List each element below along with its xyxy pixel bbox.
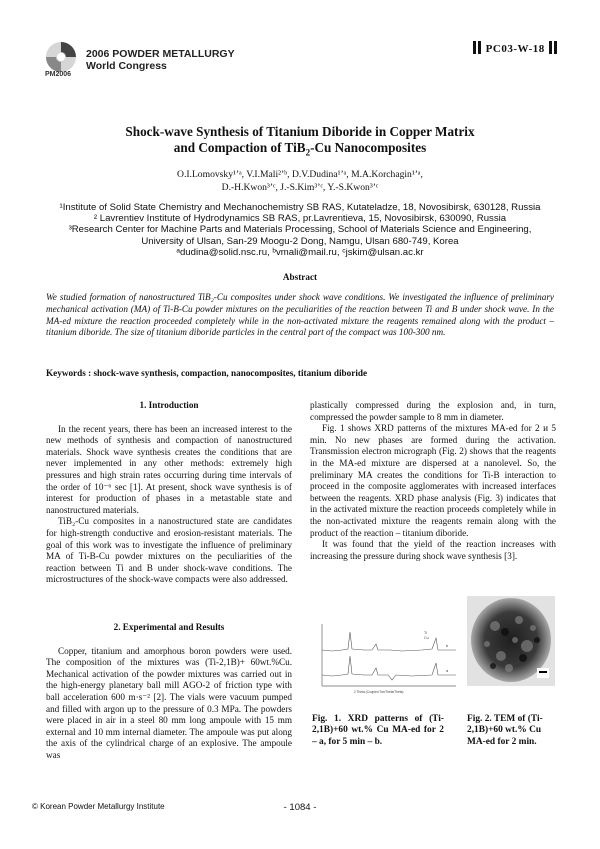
abstract-text: We studied formation of nanostructured TiB₂-Cu composites under shock wave conditions. We investigated the influence of preliminary mechanical activation (MA) of Ti-B-Cu powder mixtures on the peculiarities of the reaction between Ti and B under shock wave. In the MA-ed mixture the reaction proceeded completely while in the non-activated mixture the reagents remained along with the product – titanium diboride. The size of titanium diboride particles in the central part of the compact was 100-300 nm. bbox=[46, 292, 554, 338]
results-paragraph-2: It was found that the yield of the reaction increases with increasing the pressure during shock wave synthesis [3]. bbox=[310, 539, 556, 561]
xrd-curve-b bbox=[322, 632, 456, 651]
affiliation-2: ² Lavrentiev Institute of Hydrodynamics SB RAS, pr.Lavrentieva, 15, Novosibirsk, 630090, Russia bbox=[93, 213, 507, 225]
introduction-section bbox=[46, 400, 292, 586]
experimental-section bbox=[46, 622, 292, 762]
affiliation-3-cont: University of Ulsan, San-29 Moogu-2 Dong, Namgu, Ulsan 680-749, Korea bbox=[141, 235, 459, 247]
authors-line2: D.-H.Kwon³ʼᶜ, J.-S.Kim³ʼᶜ, Y.-S.Kwon³ʼᶜ bbox=[221, 181, 379, 193]
results-paragraph-0: plastically compressed during the explosion and, in turn, compressed the powder sample to 8 mm in diameter. bbox=[310, 400, 556, 422]
conference-name bbox=[86, 48, 235, 72]
affiliations bbox=[36, 202, 564, 258]
figure-1-caption: Fig. 1. XRD patterns of (Ti-2,1B)+60 wt.% Cu MA-ed for 2 – a, for 5 min – b. bbox=[312, 714, 444, 747]
conference-name-line2: World Congress bbox=[86, 60, 167, 72]
pm2006-logo bbox=[44, 40, 78, 74]
affiliation-3: ³Research Center for Machine Parts and Materials Processing, School of Materials Science and Engineering, bbox=[68, 224, 532, 236]
xrd-label-a: a bbox=[446, 668, 449, 673]
code-bar-left2 bbox=[478, 41, 481, 54]
keywords: Keywords : shock-wave synthesis, compaction, nanocomposites, titanium diboride bbox=[46, 368, 368, 378]
code-bar-left bbox=[473, 41, 476, 54]
conference-name-line1: 2006 POWDER METALLURGY bbox=[86, 48, 235, 60]
page-number: - 1084 - bbox=[283, 802, 317, 813]
right-column-text bbox=[310, 400, 556, 562]
intro-paragraph-2: TiB₂-Cu composites in a nanostructured state are candidates for high-strength conductive and erosion-resistant materials. The goal of this work was to investigate the influence of preliminary MA of Ti-B-Cu powder mixtures on the peculiarities of the reaction between Ti and B under shock-wave conditions. The microstructures of the shock-wave compacts were also addressed. bbox=[46, 516, 292, 585]
xrd-label-b: b bbox=[446, 643, 449, 648]
experimental-paragraph-1: Copper, titanium and amorphous boron powders were used. The composition of the mixtures was (Ti-2,1B)+ 60wt.%Cu. Mechanical activation of the powder mixtures was carried out in the high-energy planetary ball mill AGO-2 of friction type with ball acceleration 600 m·s⁻² [2]. The vials were vacuum pumped and filled with argon up to the pressure of 0.3 MPa. The powders were placed in air in a steel 80 mm long ampoule with 15 mm external and 10 mm internal diameter. The ampoule was put along the axis of the cylindrical charge of an explosive. The ampoule was bbox=[46, 645, 292, 760]
paper-code bbox=[472, 41, 558, 55]
title-line1: Shock-wave Synthesis of Titanium Diboride in Copper Matrix bbox=[125, 124, 475, 139]
code-bar-right2 bbox=[554, 41, 557, 54]
author-list bbox=[0, 169, 600, 194]
xrd-label-ti: Ti bbox=[424, 631, 427, 635]
affiliation-1: ¹Institute of Solid State Chemistry and Mechanochemistry SB RAS, Kutateladze, 18, Novosibirsk, 630128, Russia bbox=[59, 202, 541, 213]
xrd-x-axis-label: 2 Theta (Coupled TwoTheta/Theta) bbox=[354, 690, 404, 694]
xrd-pattern-figure bbox=[312, 620, 460, 696]
abstract-heading: Abstract bbox=[282, 272, 318, 282]
title-line2: and Compaction of TiB$_2$-Cu Nanocomposites bbox=[173, 140, 427, 158]
intro-paragraph-1: In the recent years, there has been an increased interest to the new methods of synthesis and compaction of nanostructured materials. Shock wave synthesis creates the conditions that are never implemented in any other methods: extremely high pressures and high strain rates occurring during time intervals of the order of 10⁻⁶ sec [1]. At present, shock wave synthesis is of interest for production of phases in a metastable state and nanostructured materials. bbox=[46, 423, 292, 515]
logo-subtitle: PM2006 bbox=[45, 71, 72, 78]
paper-title bbox=[0, 124, 600, 161]
tem-image bbox=[467, 596, 555, 686]
authors-line1: O.I.Lomovsky¹ʼᵃ, V.I.Mali²ʼᵇ, D.V.Dudina¹ʼᵃ, M.A.Korchagin¹ʼᵃ, bbox=[177, 169, 423, 180]
contact-emails: ᵃdudina@solid.nsc.ru, ᵇvmali@mail.ru, ᶜjskim@ulsan.ac.kr bbox=[176, 246, 424, 258]
code-bar-right bbox=[549, 41, 552, 54]
introduction-heading: 1. Introduction bbox=[139, 400, 199, 410]
results-paragraph-1: Fig. 1 shows XRD patterns of the mixtures MA-ed for 2 и 5 min. No new phases are formed during the activation. Transmission electron micrograph (Fig. 2) shows that the reagents in the MA-ed mixture are dispersed at a nanolevel. So, the preliminary MA creates the conditions for Ti-B interaction to proceed in the composite agglomerates with increased interfaces between the reagents. XRD phase analysis (Fig. 3) indicates that in the activated mixture the reaction proceeds completely while in the non-activated mixture the reagents remain along with the product of the reaction – titanium diboride. bbox=[310, 423, 556, 538]
figure-2-caption: Fig. 2. TEM of (Ti-2,1B)+60 wt.% Cu MA-ed for 2 min. bbox=[467, 714, 543, 747]
copyright-notice: © Korean Powder Metallurgy Institute bbox=[32, 802, 165, 811]
experimental-heading: 2. Experimental and Results bbox=[113, 622, 225, 632]
xrd-label-cu: Cu bbox=[424, 636, 429, 640]
paper-code-text: PC03-W-18 bbox=[485, 43, 545, 55]
xrd-curve-a bbox=[322, 656, 456, 680]
